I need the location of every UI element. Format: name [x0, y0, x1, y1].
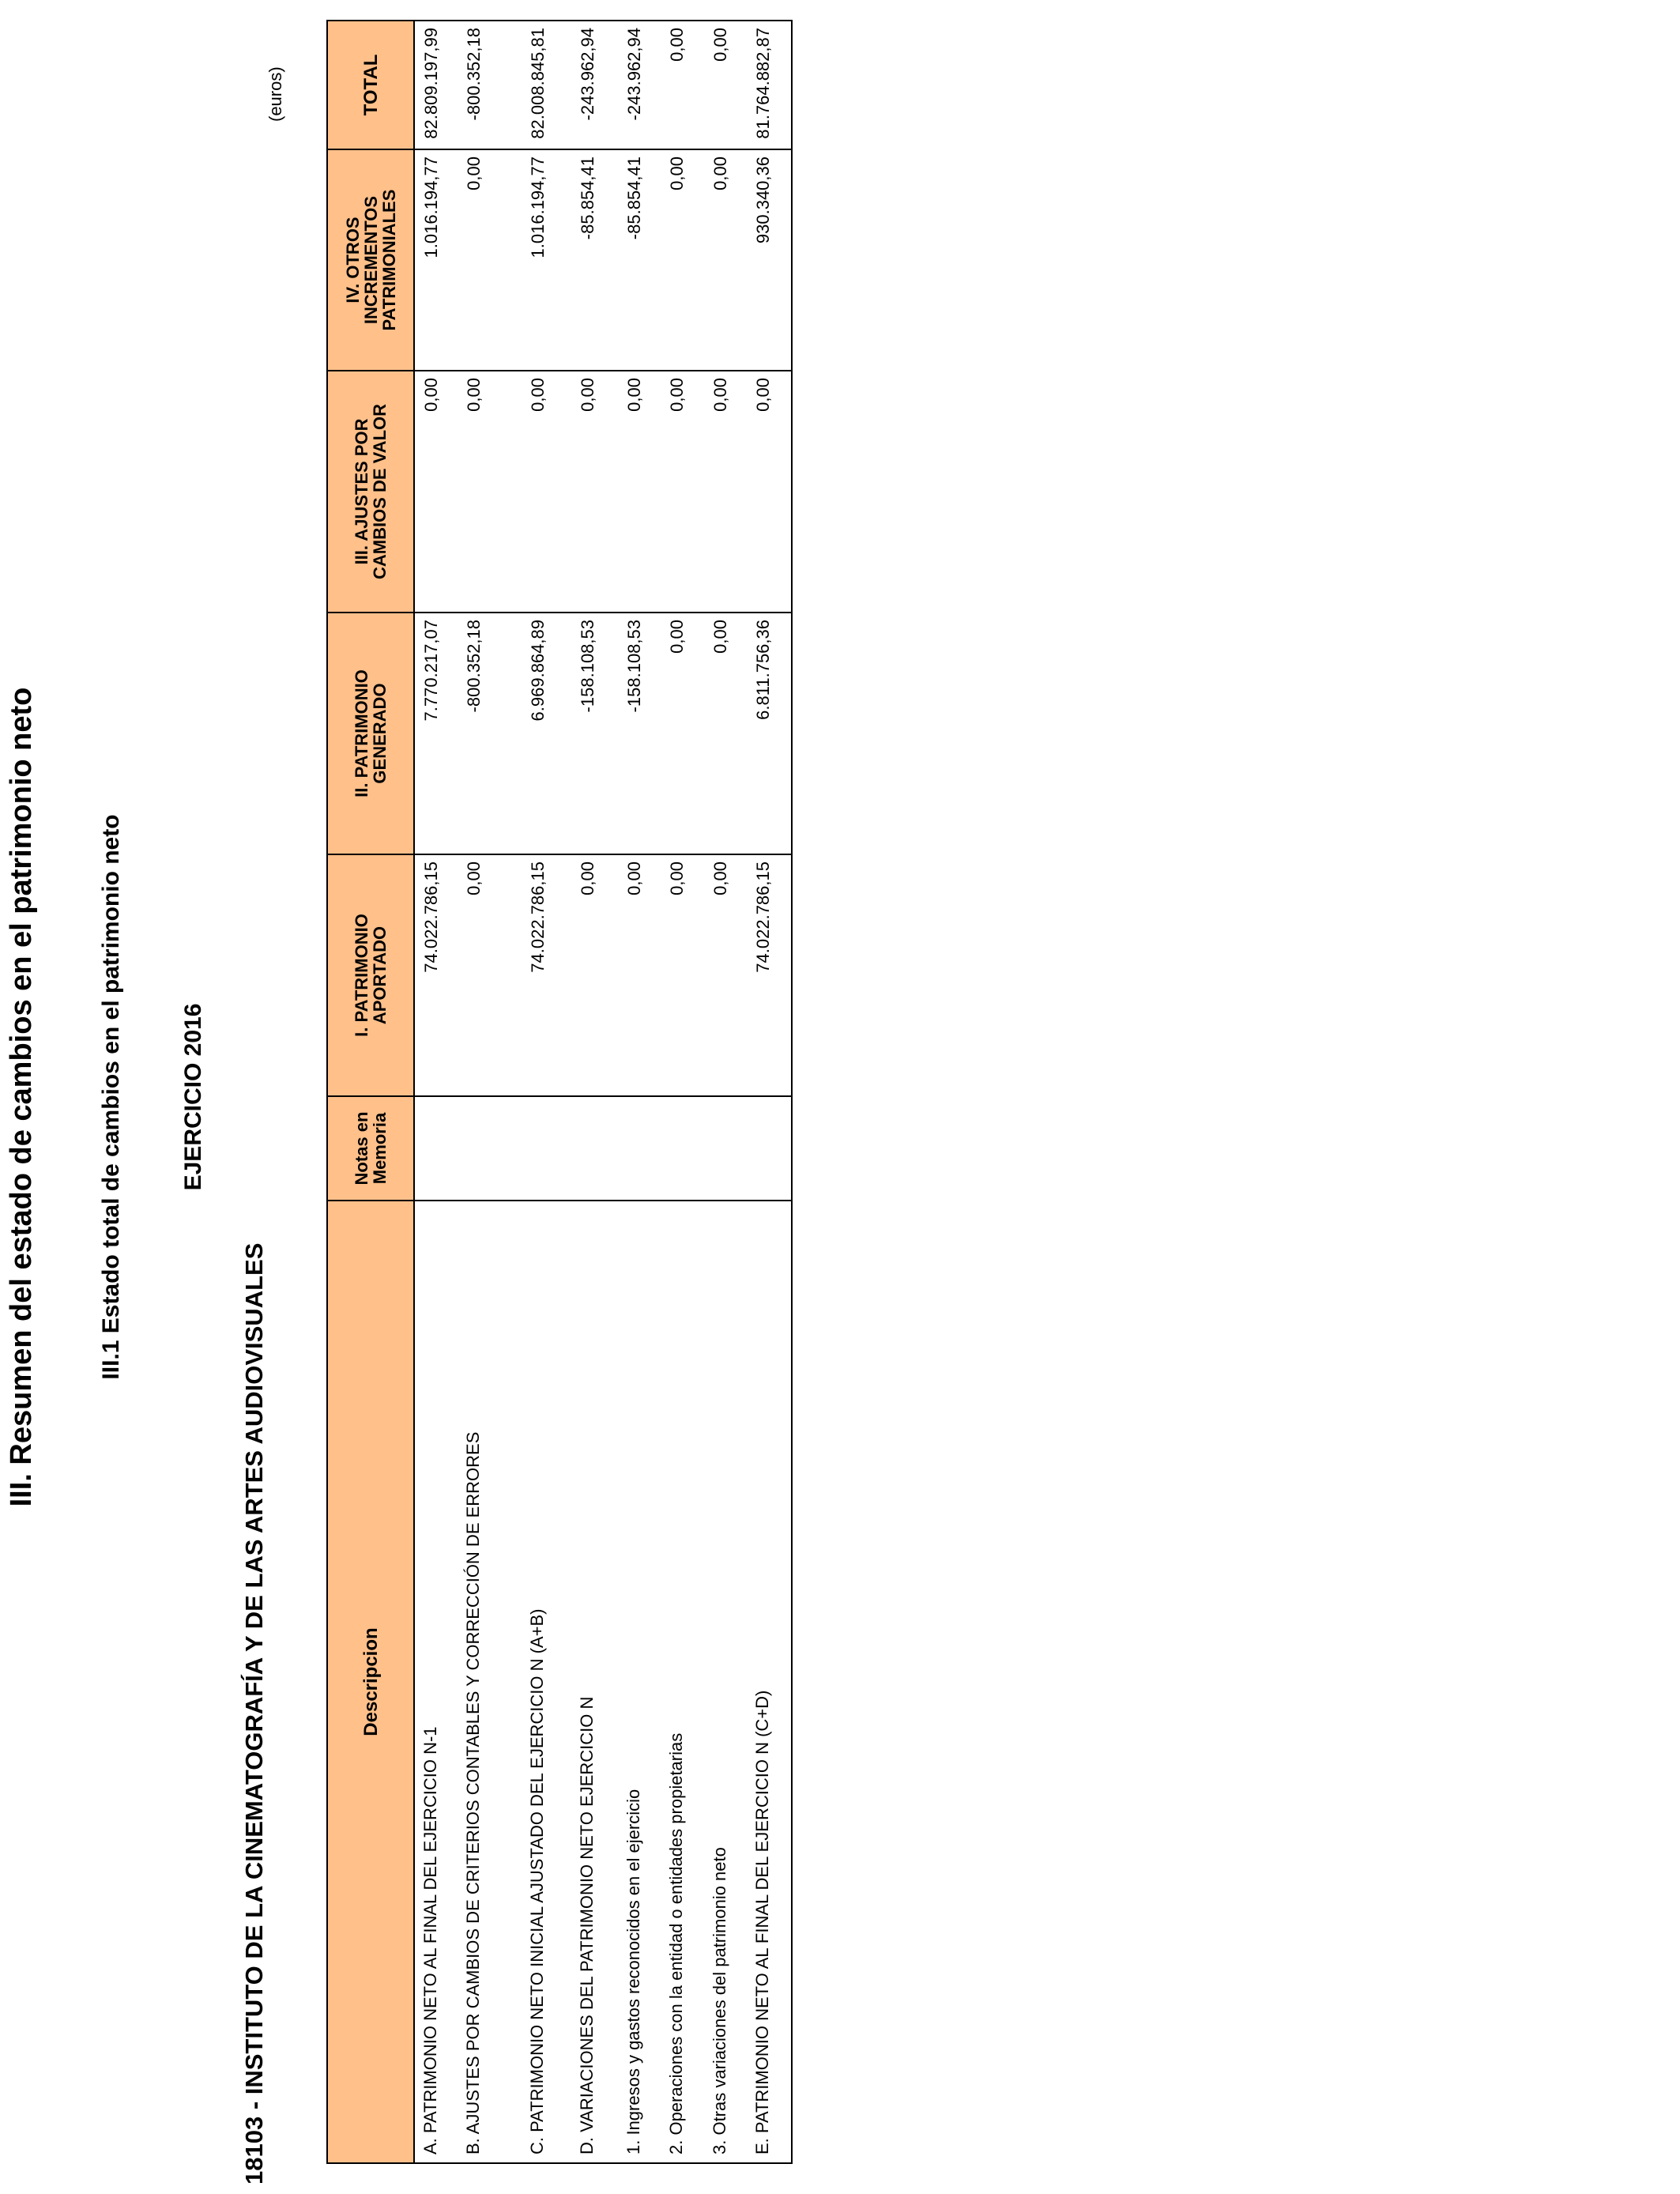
cell-otros: -85.854,41 [571, 149, 618, 371]
cell-otros: 930.340,36 [747, 149, 792, 371]
cell-descripcion: A. PATRIMONIO NETO AL FINAL DEL EJERCICIO N-1 [414, 1201, 458, 2163]
col-header-total: TOTAL [327, 21, 414, 149]
cell-aportado: 74.022.786,15 [747, 854, 792, 1096]
cell-total: -800.352,18 [458, 21, 522, 149]
cell-aportado: 74.022.786,15 [522, 854, 571, 1096]
year-title: EJERCICIO 2016 [180, 1003, 206, 1191]
cell-otros: 1.016.194,77 [414, 149, 458, 371]
table-row [522, 21, 571, 2163]
col-header-otros-incrementos: IV. OTROS INCREMENTOS PATRIMONIALES [327, 149, 414, 371]
main-title: III. Resumen del estado de cambios en el patrimonio neto [5, 687, 38, 1507]
cell-total: 0,00 [704, 21, 748, 149]
cell-otros: -85.854,41 [618, 149, 661, 371]
cell-generado: 6.811.756,36 [747, 613, 792, 854]
cell-total: 81.764.882,87 [747, 21, 792, 149]
entity-title: 18103 - INSTITUTO DE LA CINEMATOGRAFÍA Y DE LAS ARTES AUDIOVISUALES [240, 1242, 268, 2185]
cell-total: 0,00 [661, 21, 704, 149]
cell-ajustes: 0,00 [458, 371, 522, 613]
cell-notas [414, 1096, 458, 1201]
cell-aportado: 74.022.786,15 [414, 854, 458, 1096]
table-row [618, 21, 661, 2163]
cell-generado: 0,00 [704, 613, 748, 854]
cell-notas [458, 1096, 522, 1201]
cell-total: 82.008.845,81 [522, 21, 571, 149]
cell-aportado: 0,00 [458, 854, 522, 1096]
table-header-row [327, 21, 414, 2163]
cell-ajustes: 0,00 [661, 371, 704, 613]
cell-notas [522, 1096, 571, 1201]
cell-ajustes: 0,00 [704, 371, 748, 613]
cell-ajustes: 0,00 [747, 371, 792, 613]
cell-generado: 6.969.864,89 [522, 613, 571, 854]
cell-notas [618, 1096, 661, 1201]
cell-descripcion: E. PATRIMONIO NETO AL FINAL DEL EJERCICIO N (C+D) [747, 1201, 792, 2163]
cell-otros: 0,00 [704, 149, 748, 371]
cell-descripcion: C. PATRIMONIO NETO INICIAL AJUSTADO DEL EJERCICIO N (A+B) [522, 1201, 571, 2163]
col-header-notas: Notas en Memoria [327, 1096, 414, 1201]
sub-title: III.1 Estado total de cambios en el patrimonio neto [98, 814, 124, 1380]
table-row [661, 21, 704, 2163]
cell-generado: -800.352,18 [458, 613, 522, 854]
cell-ajustes: 0,00 [571, 371, 618, 613]
cell-aportado: 0,00 [661, 854, 704, 1096]
cell-ajustes: 0,00 [522, 371, 571, 613]
equity-changes-table [326, 20, 793, 2164]
cell-descripcion: 1. Ingresos y gastos reconocidos en el ejercicio [618, 1201, 661, 2163]
col-header-patrimonio-aportado: I. PATRIMONIO APORTADO [327, 854, 414, 1096]
cell-notas [571, 1096, 618, 1201]
cell-otros: 0,00 [661, 149, 704, 371]
cell-descripcion: 2. Operaciones con la entidad o entidades propietarias [661, 1201, 704, 2163]
cell-total: 82.809.197,99 [414, 21, 458, 149]
cell-aportado: 0,00 [704, 854, 748, 1096]
cell-aportado: 0,00 [571, 854, 618, 1096]
cell-generado: -158.108,53 [571, 613, 618, 854]
cell-notas [747, 1096, 792, 1201]
cell-generado: 7.770.217,07 [414, 613, 458, 854]
table-row [704, 21, 748, 2163]
table-row [747, 21, 792, 2163]
cell-total: -243.962,94 [571, 21, 618, 149]
cell-descripcion: D. VARIACIONES DEL PATRIMONIO NETO EJERCICIO N [571, 1201, 618, 2163]
cell-ajustes: 0,00 [414, 371, 458, 613]
units-label: (euros) [266, 66, 285, 122]
cell-descripcion: B. AJUSTES POR CAMBIOS DE CRITERIOS CONTABLES Y CORRECCIÓN DE ERRORES [458, 1201, 522, 2163]
cell-otros: 0,00 [458, 149, 522, 371]
cell-descripcion: 3. Otras variaciones del patrimonio neto [704, 1201, 748, 2163]
col-header-descripcion: Descripcion [327, 1201, 414, 2163]
cell-notas [661, 1096, 704, 1201]
cell-generado: -158.108,53 [618, 613, 661, 854]
cell-generado: 0,00 [661, 613, 704, 854]
cell-aportado: 0,00 [618, 854, 661, 1096]
cell-ajustes: 0,00 [618, 371, 661, 613]
table-row [414, 21, 458, 2163]
col-header-patrimonio-generado: II. PATRIMONIO GENERADO [327, 613, 414, 854]
cell-otros: 1.016.194,77 [522, 149, 571, 371]
table-row [571, 21, 618, 2163]
cell-total: -243.962,94 [618, 21, 661, 149]
cell-notas [704, 1096, 748, 1201]
table-row [458, 21, 522, 2163]
col-header-ajustes-valor: III. AJUSTES POR CAMBIOS DE VALOR [327, 371, 414, 613]
